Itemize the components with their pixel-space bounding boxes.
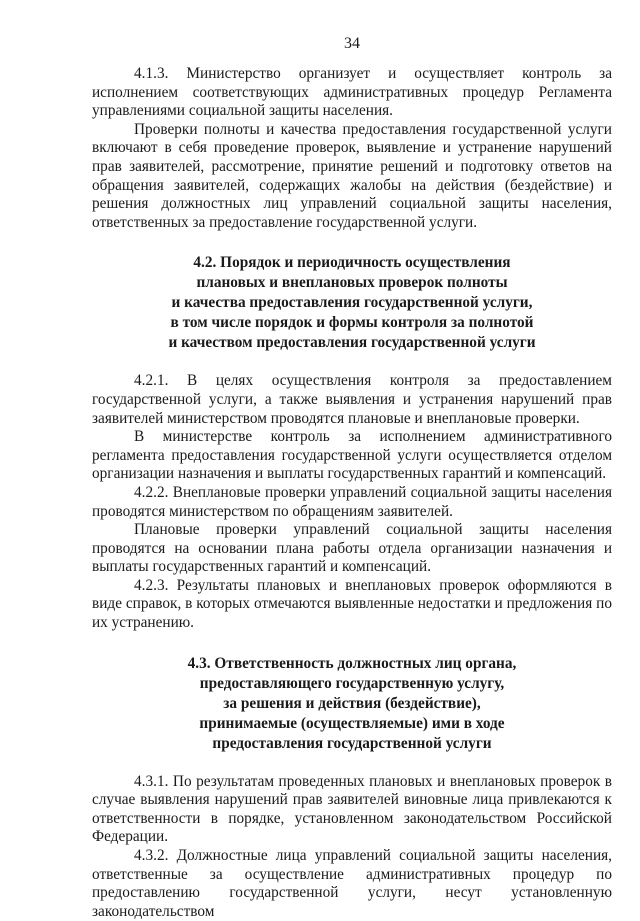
- paragraph-checks-scope: Проверки полноты и качества предоставления государственной услуги включают в себя проведение проверок, выявление и устранение нарушений прав заявителей, рассмотрение, принятие решений и подготовку ответов на обращения заявителей, содержащих жалобы на действия (бездействие) и решения должностных лиц управлений социальной защиты населения, ответственных за предоставление государственной услуги.: [92, 120, 612, 231]
- heading-line: 4.3. Ответственность должностных лиц органа,: [187, 654, 517, 672]
- section-heading-4-3: [92, 654, 612, 754]
- heading-line: в том числе порядок и формы контроля за полнотой: [170, 314, 534, 332]
- heading-line: и качеством предоставления государственной услуги: [168, 334, 536, 352]
- document-page: [92, 34, 612, 920]
- paragraph-4-3-2: 4.3.2. Должностные лица управлений социальной защиты населения, ответственные за осуществление административных процедур по предоставлению государственной услуги, несут установленную законодательством: [92, 847, 612, 920]
- paragraph-planned-checks: Плановые проверки управлений социальной защиты населения проводятся на основании плана работы отдела организации назначения и выплаты государственных гарантий и компенсаций.: [92, 521, 612, 576]
- paragraph-4-2-2: 4.2.2. Внеплановые проверки управлений социальной защиты населения проводятся министерством по обращениям заявителей.: [92, 483, 612, 520]
- heading-line: 4.2. Порядок и периодичность осуществления: [193, 254, 511, 272]
- section-heading-4-2: [92, 253, 612, 353]
- paragraph-4-2-3: 4.2.3. Результаты плановых и внеплановых проверок оформляются в виде справок, в которых отмечаются выявленные недостатки и предложения по их устранению.: [92, 576, 612, 632]
- paragraph-4-3-1: 4.3.1. По результатам проведенных плановых и внеплановых проверок в случае выявления нарушений прав заявителей виновные лица привлекаются к ответственности в порядке, установленном законодательством Российской Федерации.: [92, 772, 612, 846]
- paragraph-4-2-1: 4.2.1. В целях осуществления контроля за предоставлением государственной услуги, а также выявления и устранения нарушений прав заявителей министерством проводятся плановые и внеплановые проверки.: [92, 372, 612, 427]
- paragraph-4-1-3: 4.1.3. Министерство организует и осуществляет контроль за исполнением соответствующих административных процедур Регламента управлениями социальной защиты населения.: [92, 65, 612, 120]
- heading-line: предоставления государственной услуги: [212, 734, 492, 752]
- heading-line: предоставляющего государственную услугу,: [199, 674, 505, 692]
- heading-line: принимаемые (осуществляемые) ими в ходе: [199, 714, 505, 732]
- heading-line: и качества предоставления государственной услуги,: [171, 294, 533, 312]
- heading-line: плановых и внеплановых проверок полноты: [196, 274, 508, 292]
- page-number: 34: [344, 35, 360, 52]
- heading-line: за решения и действия (бездействие),: [223, 694, 481, 712]
- paragraph-ministry-control: В министерстве контроль за исполнением административного регламента предоставления государственной услуги осуществляется отделом организации назначения и выплаты государственных гарантий и компенсаций.: [92, 428, 612, 483]
